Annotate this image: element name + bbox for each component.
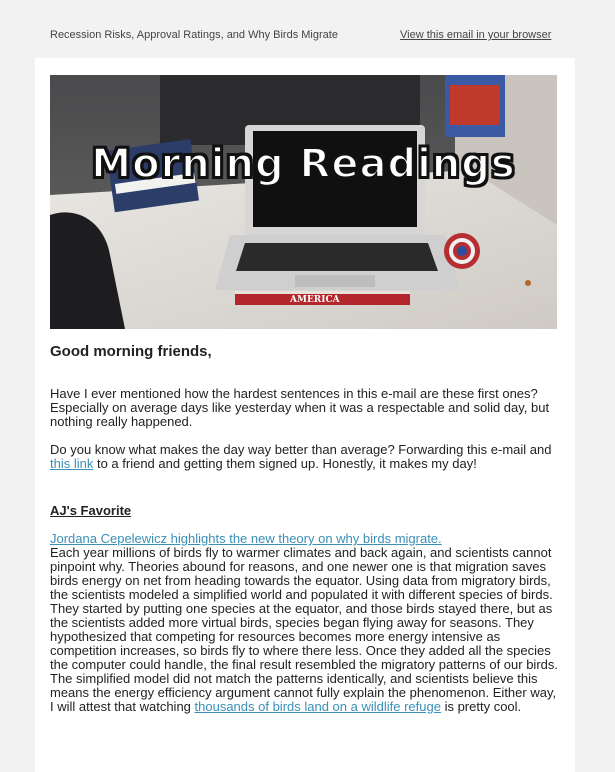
hero-title: Morning Readings	[91, 141, 516, 187]
preheader	[0, 0, 615, 58]
favorite-paragraph: Each year millions of birds fly to warmer climates and back again, and scientists cannot pinpoint why. Theories abound for reasons, and one newer one is that migration saves birds energy on net from heading towards the equator. Using data from migratory birds, the scientists modeled a simplified world and populated it with different species of birds. They started by putting one species at the equator, and those birds stayed there, but as the scientists added more virtual birds, species began flying away for seasons. They hypothesized that competing for resources becomes more energy intensive as competition increases, so birds fly to where there less. Once they added all the species the computer could handle, the final result resembled the migratory patterns of our birds. The simplified model did not match the patterns identically, and scientists believe this means the energy efficiency argument cannot fully explain the phenomenon. Either way, I will attest that watching thousands of birds land on a wildlife refuge is pretty cool.	[50, 545, 558, 714]
book-spine-label: AMERICA	[290, 295, 340, 305]
view-in-browser-link[interactable]: View this email in your browser	[400, 29, 552, 41]
wildlife-refuge-link[interactable]: thousands of birds land on a wildlife refuge	[194, 699, 441, 714]
signup-link[interactable]: this link	[50, 456, 94, 471]
hero-banner	[50, 75, 557, 329]
email-card	[35, 58, 575, 772]
email-subject: Recession Risks, Approval Ratings, and Why Birds Migrate	[50, 29, 338, 41]
article-link-birds-migrate[interactable]: Jordana Cepelewicz highlights the new theory on why birds migrate.	[50, 531, 442, 546]
section-heading-favorite: AJ's Favorite	[50, 503, 132, 518]
forward-paragraph: Do you know what makes the day way better than average? Forwarding this e-mail and this link to a friend and getting them signed up. Honestly, it makes my day!	[50, 442, 552, 471]
intro-paragraph: Have I ever mentioned how the hardest sentences in this e-mail are these first ones? Especially on average days like yesterday when it was a respectable and solid day, but nothing really happened.	[50, 386, 550, 429]
greeting-heading: Good morning friends,	[50, 343, 212, 360]
email-body	[50, 343, 560, 714]
hero-photo	[50, 75, 557, 329]
